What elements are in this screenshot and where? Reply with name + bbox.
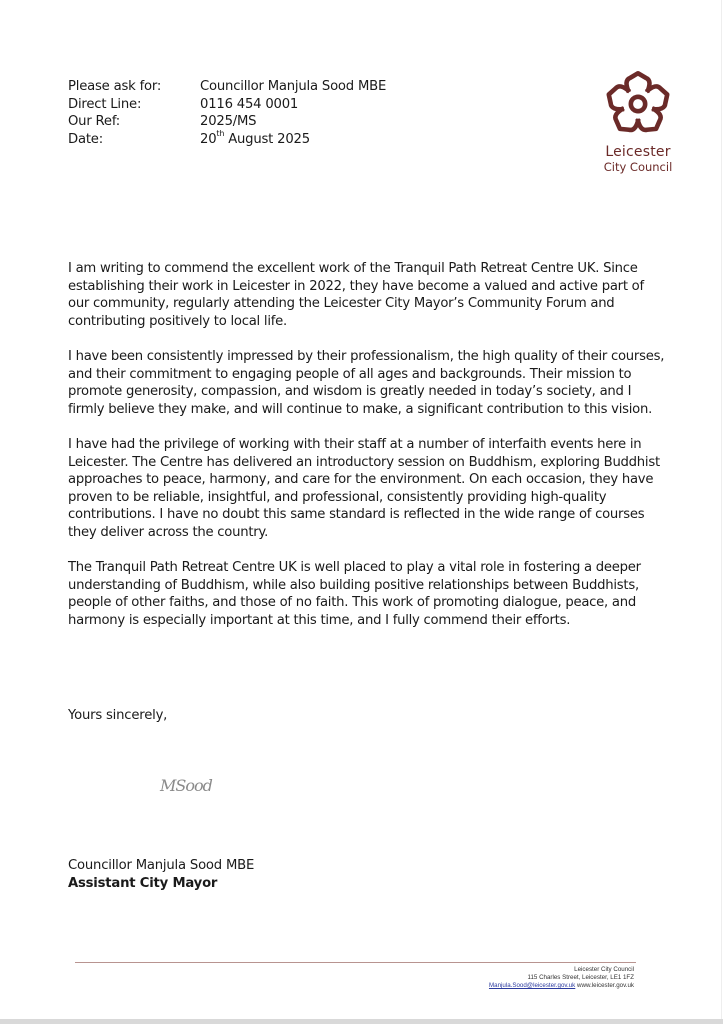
footer-address: 115 Charles Street, Leicester, LE1 1FZ [527,974,634,982]
footer-org: Leicester City Council [574,966,634,973]
signer-name: Councillor Manjula Sood MBE [68,858,255,873]
council-logo [588,70,688,192]
meta-label: Date: [68,131,103,147]
meta-row-phone [68,96,386,114]
meta-row-date [68,131,386,149]
footer-website: www.leicester.gov.uk [577,982,634,990]
date-suffix: th [216,129,225,139]
meta-label: Direct Line: [68,96,142,112]
footer-email-link[interactable]: Manjula.Sood@leicester.gov.uk [488,982,576,990]
date-day: 20 [200,131,217,147]
meta-value: 0116 454 0001 [200,96,299,112]
meta-row-ref [68,113,386,131]
letter-footer [489,966,634,991]
meta-value: 2025/MS [200,114,257,130]
meta-label: Our Ref: [68,114,121,130]
signer-block [68,857,254,892]
body-paragraph: I am writing to commend the excellent work of the Tranquil Path Retreat Centre UK. Since establishing their work in Leicester in 2022, they have become a valued and active part of our community, regularly attending the Leicester City Mayor’s Community Forum and contributing positively to local life. [68,261,644,329]
meta-value: Councillor Manjula Sood MBE [200,79,387,94]
logo-text-leicester: Leicester [605,144,671,160]
handwritten-signature: MSood [160,776,212,795]
meta-label: Please ask for: [68,79,162,94]
logo-text-city-council: City Council [603,160,673,174]
letter-meta [68,78,386,148]
body-paragraph: I have had the privilege of working with their staff at a number of interfaith events here in Leicester. The Centre has delivered an introductory session on Buddhism, exploring Buddhist approaches to peace, harmony, and care for the environment. On each occasion, they have proven to be reliable, insightful, and professional, consistently providing high-quality contributions. I have no doubt this same standard is reflected in the wide range of courses they deliver across the country. [68,436,660,540]
meta-value-date [200,131,310,149]
date-rest: August 2025 [224,131,310,147]
signer-title: Assistant City Mayor [68,875,218,891]
page-bottom-edge [0,1019,723,1024]
body-paragraph: I have been consistently impressed by their professionalism, the high quality of their courses, and their commitment to engaging people of all ages and backgrounds. Their mission to promote generosity, compassion, and wisdom is greatly needed in today’s society, and I firmly believe they make, and will continue to make, a significant contribution to this vision. [68,348,665,417]
footer-contact [489,982,634,990]
meta-row-contact [68,78,386,96]
tudor-rose-icon [605,70,671,138]
letter-body [68,260,668,647]
closing-salutation: Yours sincerely, [68,708,168,723]
footer-divider [75,962,636,963]
body-paragraph: The Tranquil Path Retreat Centre UK is well placed to play a vital role in fostering a deeper understanding of Buddhism, while also building positive relationships between Buddhists, people of other faiths, and those of no faith. This work of promoting dialogue, peace, and harmony is especially important at this time, and I fully commend their efforts. [68,560,641,628]
